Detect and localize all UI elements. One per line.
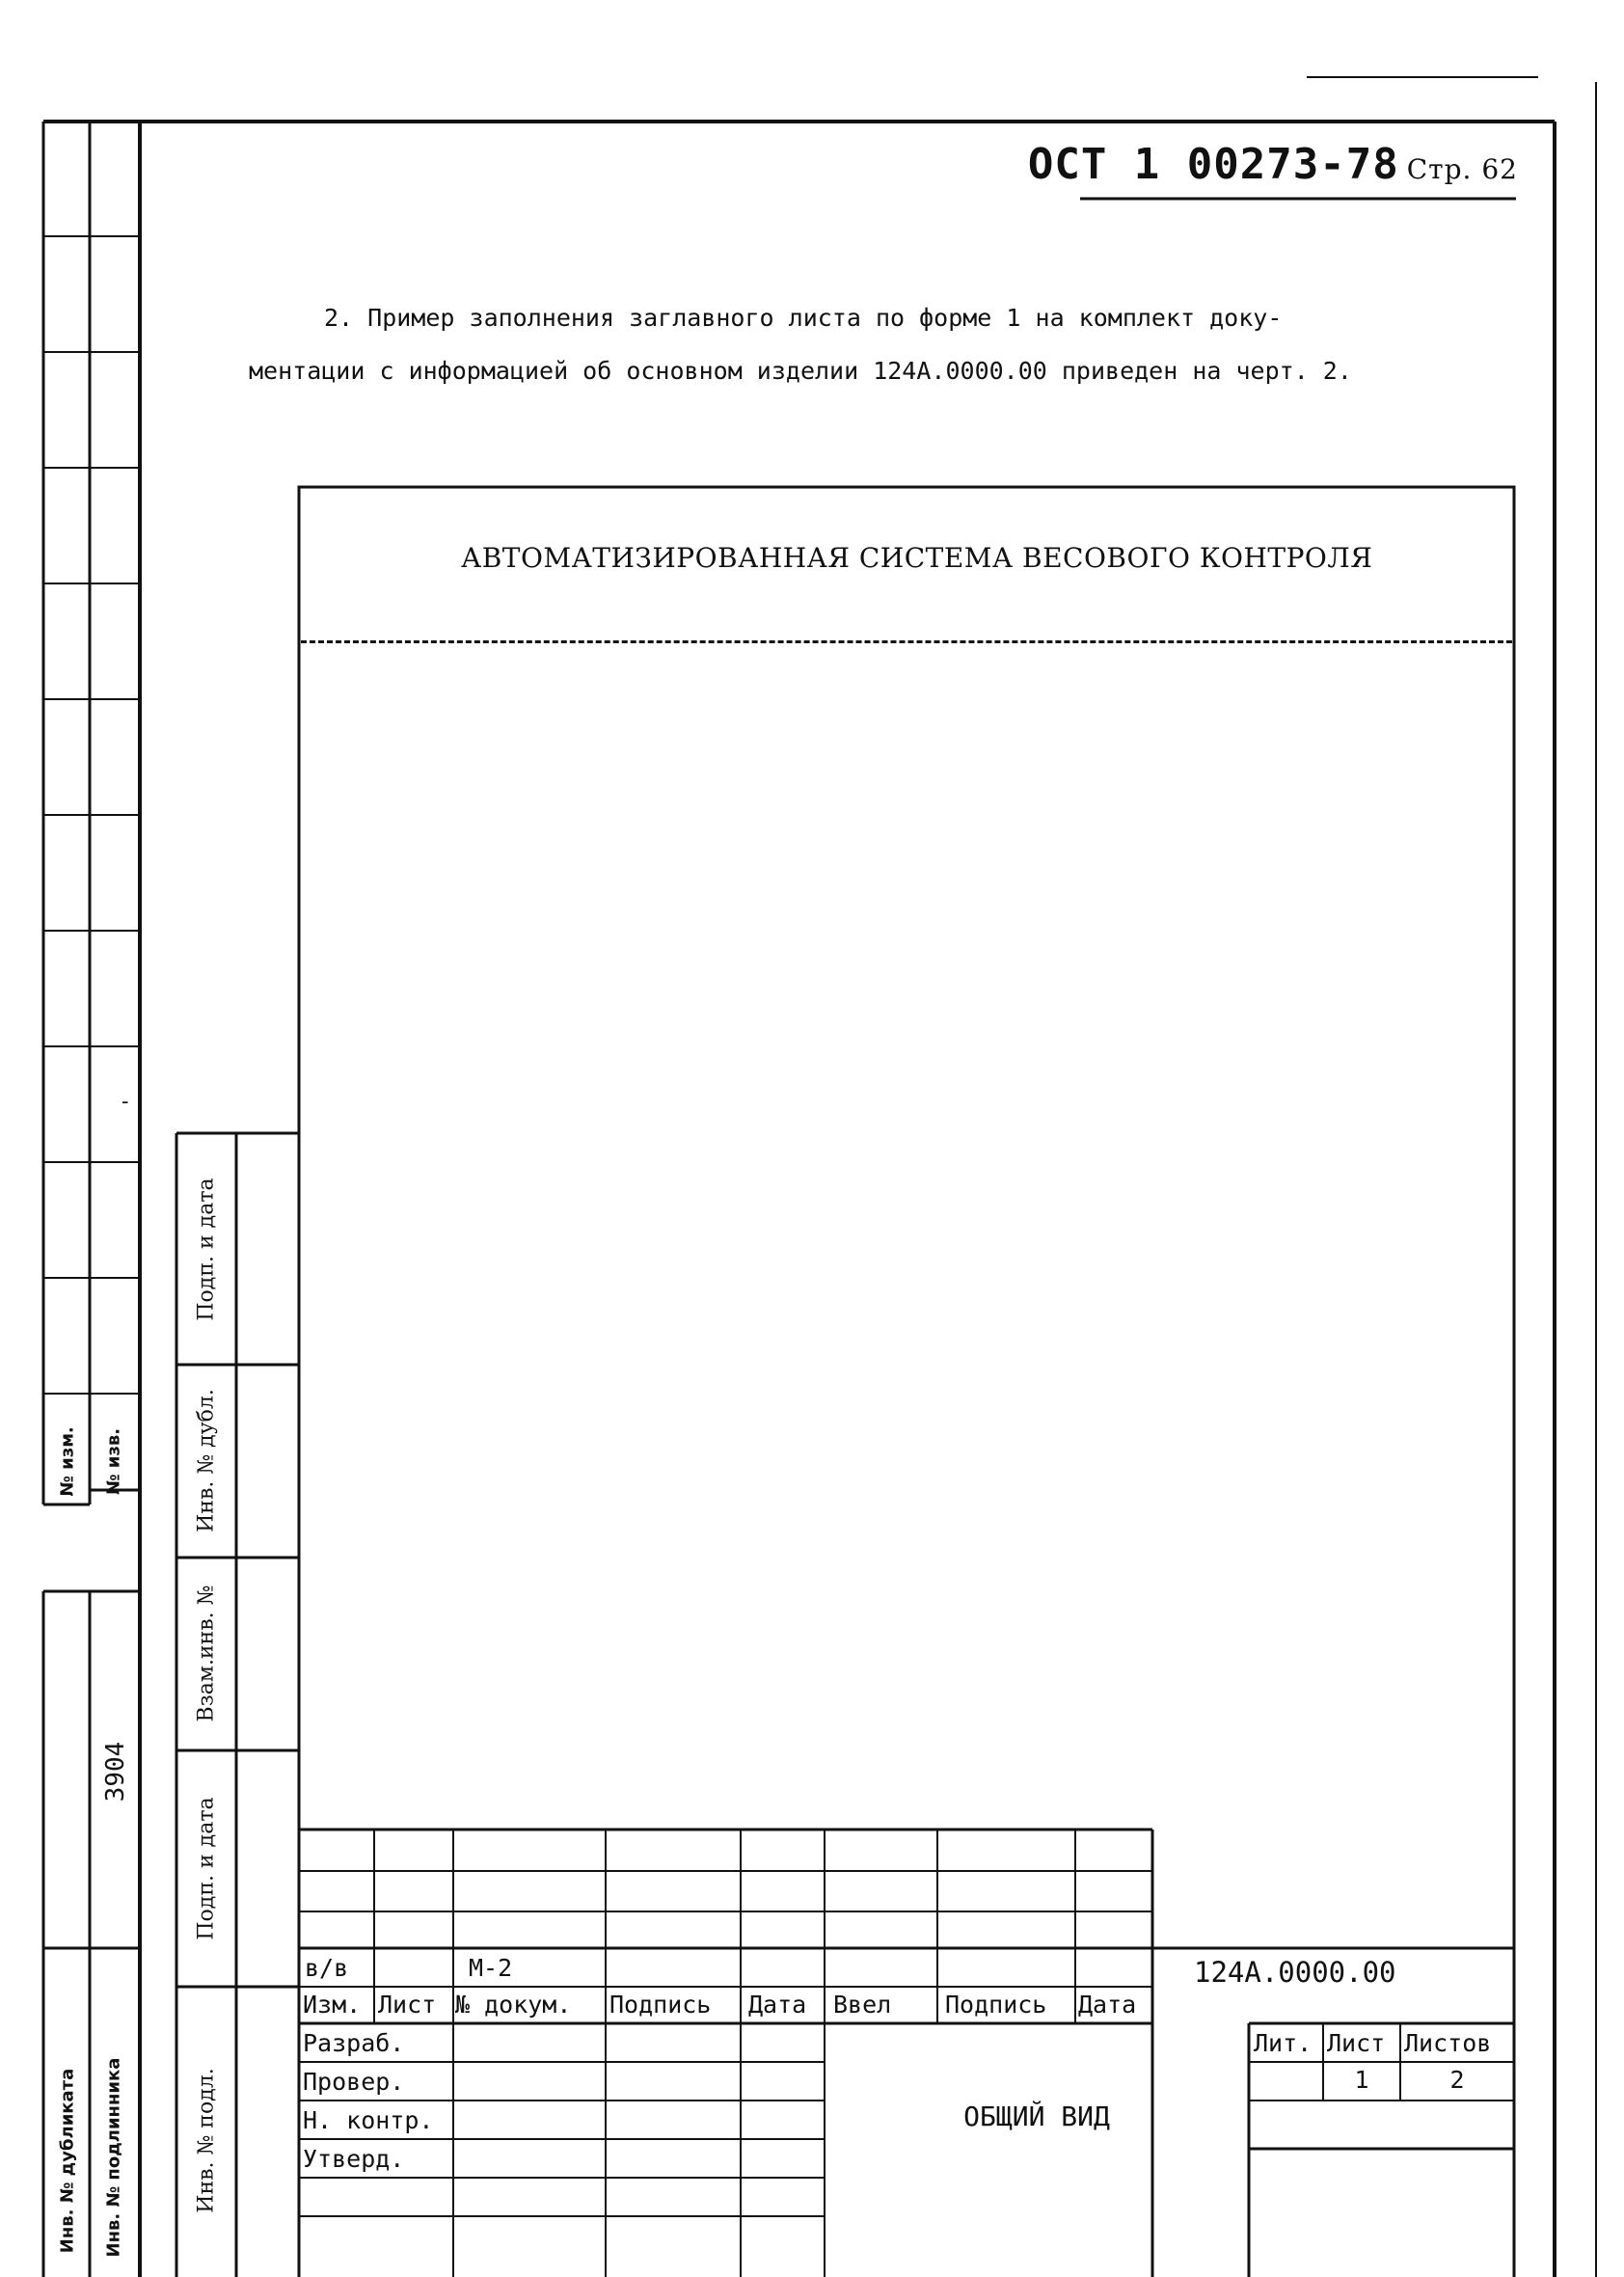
role-developed: Разраб. [303, 2029, 405, 2057]
role-norm-control: Н. контр. [303, 2106, 434, 2134]
page-number: Стр. 62 [1406, 153, 1518, 185]
header-list: Лист [378, 1991, 437, 2019]
num-izv-label: № изв. [103, 1427, 124, 1496]
paragraph-line-2: ментации с информацией об основном изделии 124А.0000.00 приведен на черт. 2. [249, 357, 1352, 385]
role-approved: Утверд. [303, 2145, 405, 2173]
inv-original-label: Инв. № подлинника [103, 2057, 124, 2258]
strip-sign-date-1: Подп. и дата [194, 1178, 219, 1321]
entry-izm: в/в [305, 1954, 349, 1982]
listov-label: Листов [1404, 2029, 1492, 2057]
paragraph-line-1: 2. Пример заполнения заглавного листа по форме 1 на комплект доку- [324, 304, 1283, 332]
system-title: АВТОМАТИЗИРОВАННАЯ СИСТЕМА ВЕСОВОГО КОНТРОЛЯ [461, 542, 1373, 574]
header-date: Дата [748, 1991, 807, 2019]
strip-inv-podl: Инв. № подл. [194, 2068, 219, 2213]
strip-inv-dupl: Инв. № дубл. [194, 1389, 219, 1532]
header-date-2: Дата [1078, 1991, 1137, 2019]
role-checked: Провер. [303, 2068, 405, 2096]
entry-doc: М-2 [469, 1954, 513, 1982]
list-label: Лист [1327, 2029, 1386, 2057]
header-signature: Подпись [609, 1991, 712, 2019]
num-izm-label: № изм. [57, 1426, 78, 1497]
listov-value: 2 [1449, 2066, 1465, 2094]
dash-mark: - [122, 1090, 129, 1114]
strip-sign-date-2: Подп. и дата [194, 1797, 219, 1940]
designation: 124А.0000.00 [1194, 1956, 1396, 1989]
list-value: 1 [1354, 2066, 1369, 2094]
lit-label: Лит. [1254, 2029, 1313, 2057]
standard-number: ОСТ 1 00273-78 [1027, 140, 1399, 189]
inv-original-value: 3904 [101, 1741, 130, 1803]
header-entered: Ввел [833, 1991, 892, 2019]
strip-replaces-inv: Взам.инв. № [194, 1585, 219, 1722]
inv-duplicate-label: Инв. № дубликата [57, 2068, 78, 2254]
dashed-separator [301, 640, 1512, 643]
header-doc-number: № докум. [455, 1991, 572, 2019]
view-title: ОБЩИЙ ВИД [963, 2101, 1110, 2132]
document-code [1028, 140, 1518, 189]
header-izm: Изм. [303, 1991, 362, 2019]
header-signature-2: Подпись [945, 1991, 1047, 2019]
